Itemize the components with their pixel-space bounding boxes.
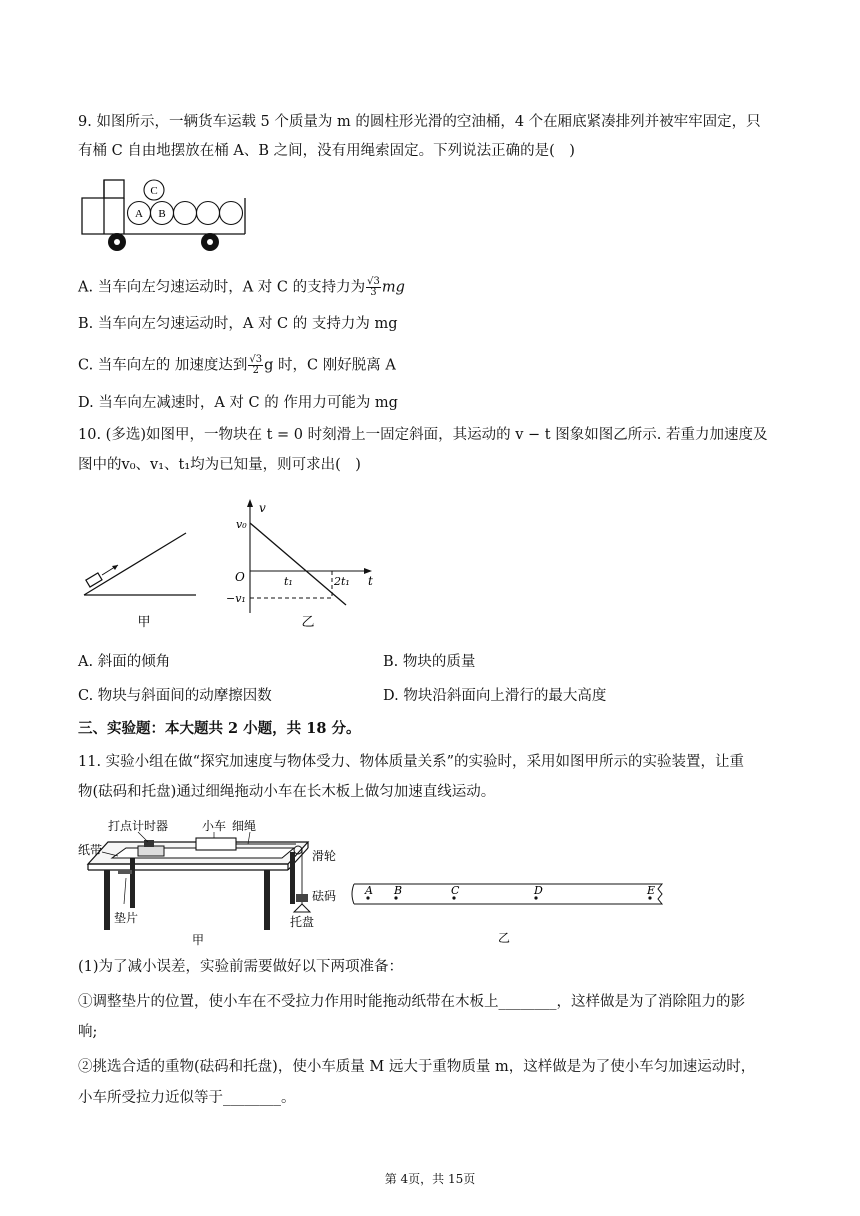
point-e-label: E	[647, 884, 656, 897]
barrel-b-label: B	[158, 208, 166, 220]
tape-label: 纸带	[78, 843, 103, 857]
q10-option-a: A. 斜面的倾角	[78, 654, 171, 670]
weight-label: 砝码	[312, 889, 337, 903]
q10-option-d: D. 物块沿斜面向上滑行的最大高度	[383, 688, 607, 704]
incline-and-vt-figure	[78, 495, 388, 635]
q11-item1-line2: 响;	[78, 1024, 98, 1040]
point-b-label: B	[394, 884, 403, 897]
cart-label: 小车	[202, 819, 227, 833]
neg-v1-label: −v₁	[226, 592, 246, 605]
q9-option-c: C. 当车向左的 加速度达到 $\frac{√3}{2}$ g 时，C 刚好脱离 A	[78, 354, 396, 376]
truck-figure	[80, 176, 250, 256]
q11-sub1: (1)为了减小误差，实验前需要做好以下两项准备：	[78, 959, 404, 975]
axis-t-label: t	[368, 574, 373, 588]
origin-label: O	[235, 570, 245, 584]
q9-text-line1: 9. 如图所示，一辆货车运载 5 个质量为 m 的圆柱形光滑的空油桶，4 个在厢底紧凑排列并被牢牢固定，只	[78, 114, 761, 130]
barrel-a-label: A	[135, 208, 143, 220]
q11-item1-line1: ①调整垫片的位置，使小车在不受拉力作用时能拖动纸带在木板上________，这样做是为了消除阻力的影	[78, 994, 745, 1010]
q11-item2-line1: ②挑选合适的重物(砝码和托盘)，使小车质量 M 远大于重物质量 m，这样做是为了使小车匀加速运动时，	[78, 1059, 756, 1075]
q9-text-line2: 有桶 C 自由地摆放在桶 A、B 之间，没有用绳索固定。下列说法正确的是( )	[78, 143, 575, 159]
q11-text-line2: 物(砝码和托盘)通过细绳拖动小车在长木板上做匀加速直线运动。	[78, 784, 496, 800]
q10-text-line1: 10. (多选)如图甲，一物块在 t = 0 时刻滑上一固定斜面，其运动的 v − t 图象如图乙所示. 若重力加速度及	[78, 427, 768, 443]
experiment-figure	[78, 812, 678, 947]
q11-item2-line2: 小车所受拉力近似等于________。	[78, 1090, 296, 1106]
barrel-c-label: C	[150, 185, 158, 197]
point-d-label: D	[534, 884, 543, 897]
timer-label: 打点计时器	[108, 819, 169, 833]
q10-option-b: B. 物块的质量	[383, 654, 476, 670]
q9-option-b: B. 当车向左匀速运动时，A 对 C 的 支持力为 mg	[78, 316, 398, 332]
axis-v-label: v	[259, 501, 266, 515]
q10-text-line2: 图中的v₀、v₁、t₁均为已知量，则可求出( )	[78, 457, 361, 473]
q9-option-d: D. 当车向左减速时，A 对 C 的 作用力可能为 mg	[78, 395, 398, 411]
tray-label: 托盘	[290, 915, 315, 929]
fig-jia-label: 甲	[137, 615, 151, 630]
v0-label: v₀	[236, 518, 247, 531]
fig-yi-label-11: 乙	[497, 931, 511, 945]
q11-text-line1: 11. 实验小组在做“探究加速度与物体受力、物体质量关系”的实验时，采用如图甲所示的实验装置，让重	[78, 754, 744, 770]
2t1-label: 2t₁	[334, 575, 350, 588]
q9-option-a: A. 当车向左匀速运动时，A 对 C 的支持力为 $\frac{√3}{3}$ mg	[78, 276, 405, 298]
pulley-label: 滑轮	[312, 849, 337, 863]
q10-option-c: C. 物块与斜面间的动摩擦因数	[78, 688, 272, 704]
t1-label: t₁	[284, 575, 293, 588]
point-c-label: C	[451, 884, 460, 897]
pad-label: 垫片	[114, 911, 139, 925]
section-3-heading: 三、实验题：本大题共 2 小题，共 18 分。	[78, 720, 361, 737]
point-a-label: A	[365, 884, 373, 897]
rope-label: 细绳	[232, 819, 257, 833]
fig-yi-label: 乙	[301, 615, 315, 630]
page-footer: 第 4页，共 15页	[384, 1172, 476, 1186]
fig-jia-label-11: 甲	[191, 933, 205, 947]
